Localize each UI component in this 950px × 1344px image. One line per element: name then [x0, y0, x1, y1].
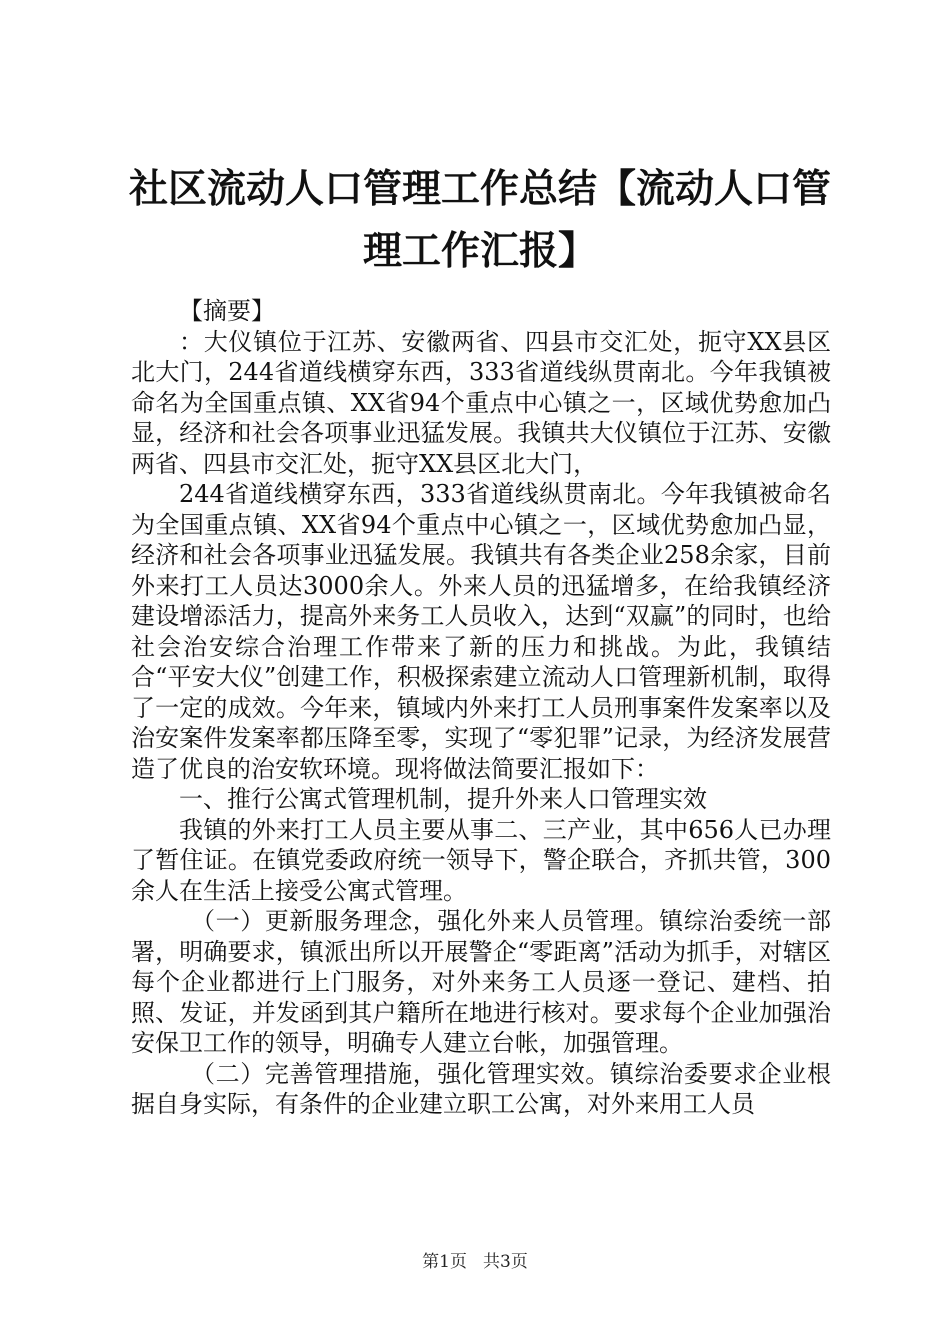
paragraph-1: ：大仪镇位于江苏、安徽两省、四县市交汇处，扼守XX县区北大门，244省道线横穿东西，333省道线纵贯南北。今年我镇被命名为全国重点镇、XX省94个重点中心镇之一，区域优势愈加凸显，经济和社会各项事业迅猛发展。我镇共大仪镇位于江苏、安徽两省、四县市交汇处，扼守XX县区北大门，: [131, 327, 831, 478]
document-body: [131, 296, 831, 1120]
document-title: 社区流动人口管理工作总结【流动人口管理工作汇报】: [128, 166, 831, 274]
section-heading-1: 一、推行公寓式管理机制，提升外来人口管理实效: [179, 785, 707, 813]
page-total: 共3页: [483, 1252, 528, 1272]
paragraph-5: （二）完善管理措施，强化管理实效。镇综治委要求企业根据自身实际，有条件的企业建立职工公寓，对外来用工人员: [131, 1059, 831, 1118]
page-number: 第1页: [422, 1252, 467, 1272]
page-footer: [0, 1247, 950, 1272]
abstract-heading: 【摘要】: [179, 297, 275, 325]
paragraph-2: 244省道线横穿东西，333省道线纵贯南北。今年我镇被命名为全国重点镇、XX省94个重点中心镇之一，区域优势愈加凸显，经济和社会各项事业迅猛发展。我镇共有各类企业258余家，目前外来打工人员达3000余人。外来人员的迅猛增多，在给我镇经济建设增添活力，提高外来务工人员收入，达到“双赢”的同时，也给社会治安综合治理工作带来了新的压力和挑战。为此，我镇结合“平安大仪”创建工作，积极探索建立流动人口管理新机制，取得了一定的成效。今年来，镇域内外来打工人员刑事案件发案率以及治安案件发案率都压降至零，实现了“零犯罪”记录，为经济发展营造了优良的治安软环境。现将做法简要汇报如下：: [131, 480, 831, 783]
paragraph-3: 我镇的外来打工人员主要从事二、三产业，其中656人已办理了暂住证。在镇党委政府统一领导下，警企联合，齐抓共管，300余人在生活上接受公寓式管理。: [131, 815, 831, 905]
paragraph-4: （一）更新服务理念，强化外来人员管理。镇综治委统一部署，明确要求，镇派出所以开展警企“零距离”活动为抓手，对辖区每个企业都进行上门服务，对外来务工人员逐一登记、建档、拍照、发证，并发函到其户籍所在地进行核对。要求每个企业加强治安保卫工作的领导，明确专人建立台帐，加强管理。: [131, 907, 831, 1057]
